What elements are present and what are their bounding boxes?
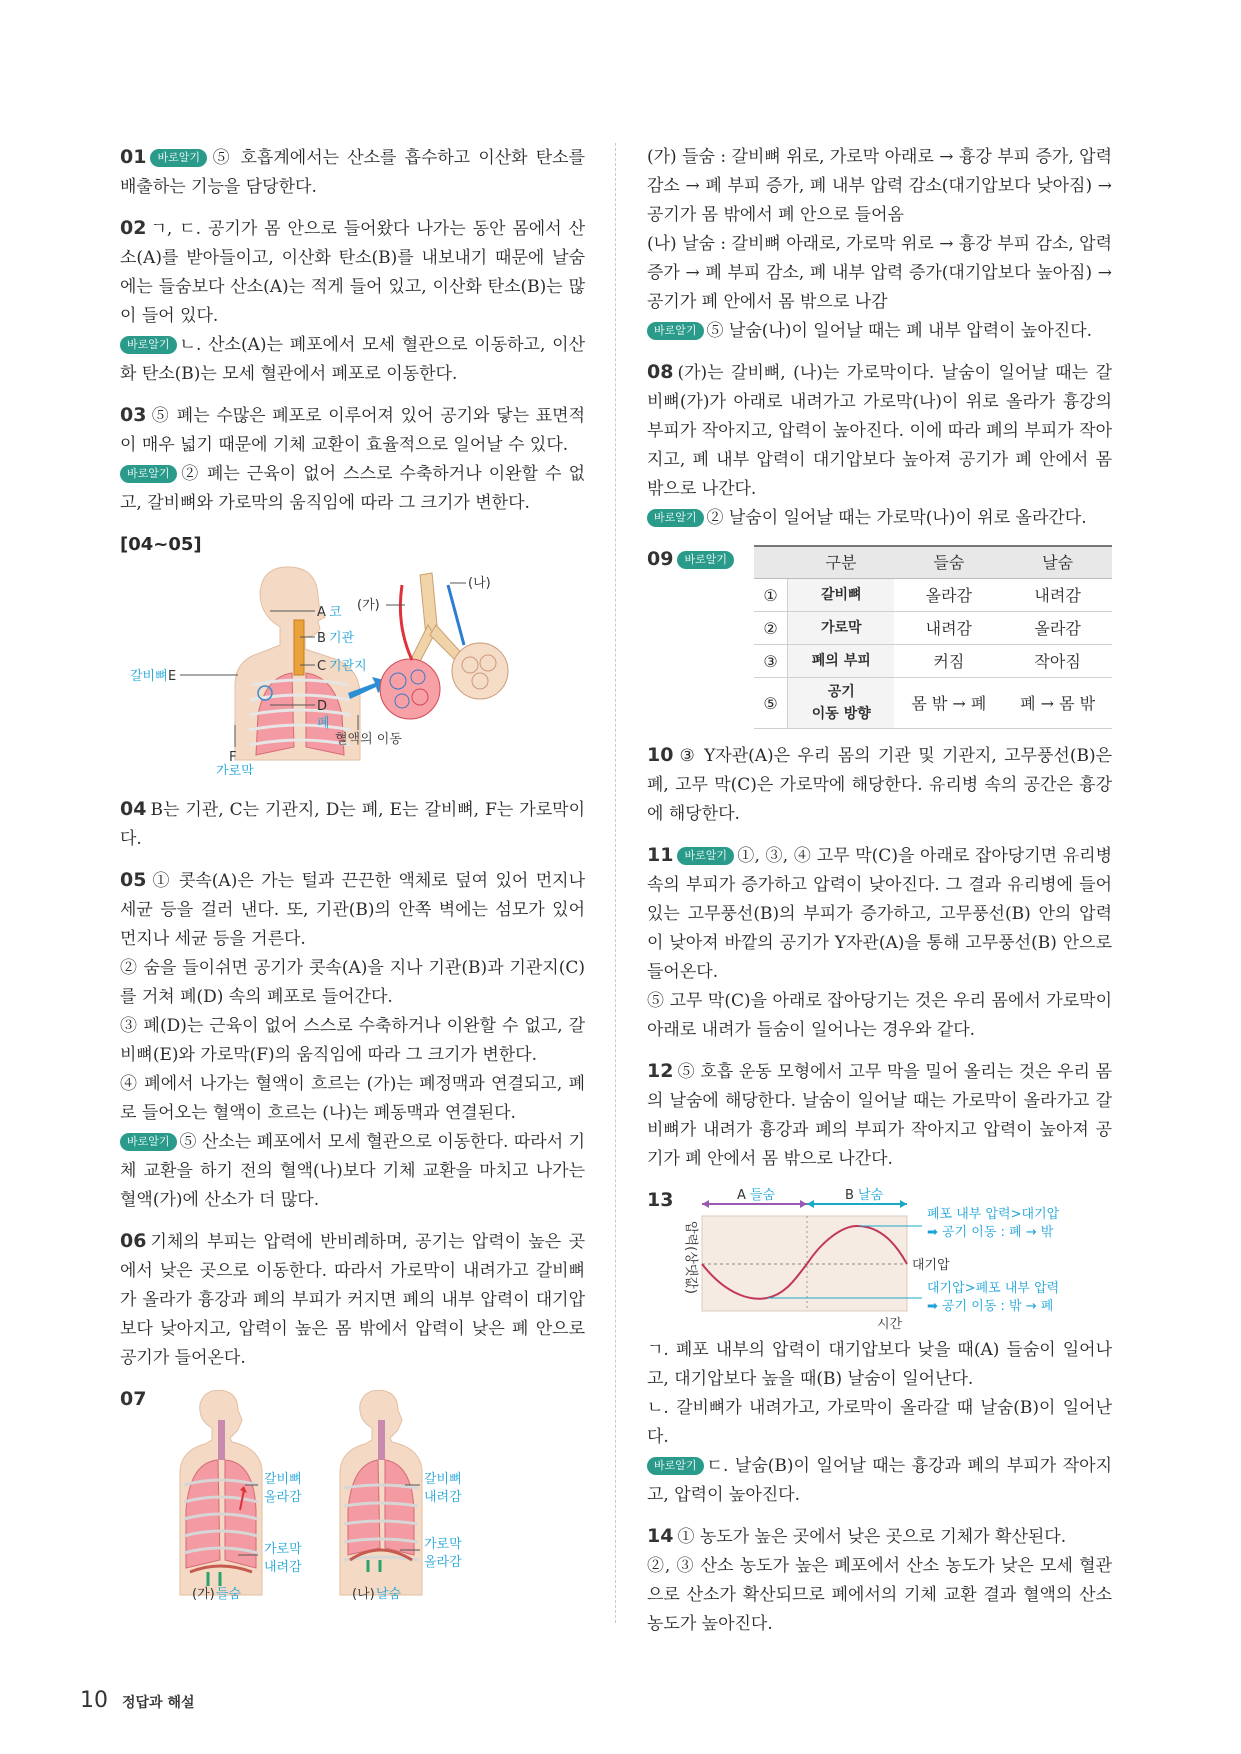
label-blood-flow: 혈액의 이동 bbox=[335, 732, 402, 747]
answer-05: 05 ① 콧속(A)은 가는 털과 끈끈한 액체로 덮여 있어 먼지나 세균 등을 걸러 낸다. 또, 기관(B)의 안쪽 벽에는 섬모가 있어 먼지나 세균 등을 거른다. ② 숨을 들이쉬면 공기가 콧속(A)을 지나 기관(B)과 기관지(C)를 거쳐 폐(D) 속의 폐포로 들어간다. ③ 폐(D)는 근육이 없어 스스로 수축하거나 이완할 수 없고, 갈비뼈(E)와 가로막(F)의 움직임에 따라 그 크기가 변한다. ④ 폐에서 나가는 혈액이 흐르는 (가)는 폐정맥과 연결되고, 폐로 들어오는 혈액이 흐르는 (나)는 폐동맥과 연결된다. 바로알기 ⑤ 산소는 폐포에서 모세 혈관으로 이동한다. 따라서 기체 교환을 하기 전의 혈액(나)보다 기체 교환을 마치고 나가는 혈액(가)에 산소가 더 많다. bbox=[120, 869, 585, 1210]
badge: 바로알기 bbox=[120, 1133, 177, 1151]
badge: 바로알기 bbox=[647, 509, 704, 527]
answer-07: (가) 들숨 : 갈비뼈 위로, 가로막 아래로 → 흉강 부피 증가, 압력 감소 → 폐 부피 증가, 폐 내부 압력 감소(대기압보다 낮아짐) → 공기가 몸 밖에서 폐 안으로 들어옴 (나) 날숨 : 갈비뼈 아래로, 가로막 위로 → 흉강 부피 감소, 압력 증가 → 폐 부피 감소, 폐 내부 압력 증가(대기압보다 높아짐) → 공기가 폐 안에서 몸 밖으로 나감 바로알기 ⑤ 날숨(나)이 일어날 때는 폐 내부 압력이 높아진다. bbox=[647, 147, 1112, 341]
exhale-rib-2: 내려감 bbox=[424, 1490, 462, 1505]
respiratory-figure bbox=[120, 565, 585, 775]
label-c-name: 기관지 bbox=[329, 659, 367, 674]
table-row: ① 갈비뼈 올라감 내려감 bbox=[754, 579, 1112, 612]
footer-title: 정답과 해설 bbox=[122, 1695, 195, 1711]
answer-03: 03 ⑤ 폐는 수많은 폐포로 이루어져 있어 공기와 닿는 표면적이 매우 넓기 때문에 기체 교환이 효율적으로 일어날 수 있다. 바로알기 ② 폐는 근육이 없어 스스로 수축하거나 이완할 수 없고, 갈비뼈와 가로막의 움직임에 따라 그 크기가 변한다. bbox=[120, 404, 585, 513]
answer-04: 04 B는 기관, C는 기관지, D는 폐, E는 갈비뼈, F는 가로막이다. bbox=[120, 798, 585, 849]
exhale-caption-2: 날숨 bbox=[376, 1587, 402, 1602]
exhale-body bbox=[340, 1390, 422, 1595]
label-f: F bbox=[229, 750, 237, 765]
answer-11: 11 바로알기 ①, ③, ④ 고무 막(C)을 아래로 잡아당기면 유리병 속의 부피가 증가하고 압력이 낮아진다. 그 결과 유리병에 들어 있는 고무풍선(B)의 부피가 증가하고, 고무풍선(B) 안의 압력이 낮아져 바깥의 공기가 Y자관(A)을 통해 고무풍선(B) 안으로 들어온다. ⑤ 고무 막(C)을 아래로 잡아당기는 것은 우리 몸에서 가로막이 아래로 내려가 들숨이 일어나는 경우와 같다. bbox=[647, 844, 1112, 1040]
pressure-chart bbox=[647, 1186, 1112, 1336]
page-number: 10 bbox=[80, 1688, 108, 1713]
table-header: 구분 bbox=[788, 546, 895, 579]
phase-a-label: A bbox=[737, 1188, 746, 1203]
inhale-caption-2: 들숨 bbox=[216, 1587, 242, 1602]
label-ga: (가) bbox=[357, 598, 380, 613]
exhale-caption-1: (나) bbox=[352, 1587, 375, 1602]
badge: 바로알기 bbox=[120, 336, 177, 354]
answer-07-figure: 07 갈비뼈 올라감 가로막 내려감 (가) 들숨 갈비뼈 내려감 가로막 올라감 (나) 날숨 bbox=[120, 1385, 585, 1605]
exhale-dia-1: 가로막 bbox=[424, 1537, 462, 1552]
label-b: B bbox=[317, 631, 326, 646]
table-header: 날숨 bbox=[1003, 546, 1112, 579]
label-d-name: 폐 bbox=[317, 716, 330, 731]
answer-02: 02 ㄱ, ㄷ. 공기가 몸 안으로 들어왔다 나가는 동안 몸에서 산소(A)를 받아들이고, 이산화 탄소(B)를 내보내기 때문에 날숨에는 들숨보다 산소(A)는 적게 들어 있고, 이산화 탄소(B)는 많이 들어 있다. 바로알기 ㄴ. 산소(A)는 폐포에서 모세 혈관으로 이동하고, 이산화 탄소(B)는 모세 혈관에서 폐포로 이동한다. bbox=[120, 217, 585, 384]
phase-a-name: 들숨 bbox=[750, 1188, 776, 1203]
ann1-line2: ➡ 공기 이동 : 폐 → 밖 bbox=[927, 1225, 1054, 1240]
section-header-04-05: [04~05] bbox=[120, 534, 202, 555]
breathing-figure bbox=[120, 1390, 585, 1605]
ann2-line1: 대기압>폐포 내부 압력 bbox=[927, 1281, 1060, 1296]
answer-01: 01 바로알기 ⑤ 호흡계에서는 산소를 흡수하고 이산화 탄소를 배출하는 기능을 담당한다. bbox=[120, 146, 585, 197]
right-column bbox=[647, 143, 1112, 1651]
inhale-dia-1: 가로막 bbox=[264, 1542, 302, 1557]
answer-09: 09 바로알기 구분 들숨 날숨 ① 갈비뼈 올라감 내려감 ② 가로막 내려감 올라감 ③ 폐의 부피 커짐 작아짐 ⑤ 공기 이동 방향 몸 밖 → 폐 폐 → 몸 밖 bbox=[647, 545, 1112, 729]
alveoli-detail bbox=[380, 573, 508, 719]
badge: 바로알기 bbox=[647, 1457, 704, 1475]
column-divider bbox=[615, 143, 616, 1623]
table-header: 들숨 bbox=[894, 546, 1003, 579]
answer-06: 06 기체의 부피는 압력에 반비례하며, 공기는 압력이 높은 곳에서 낮은 곳으로 이동한다. 따라서 가로막이 내려가고 갈비뼈가 올라가 흉강과 폐의 부피가 커지면 폐의 내부 압력이 대기압보다 낮아지고, 압력이 높은 몸 밖에서 압력이 낮은 폐 안으로 공기가 들어온다. bbox=[120, 1230, 585, 1368]
inhale-dia-2: 내려감 bbox=[264, 1560, 302, 1575]
ann2-line2: ➡ 공기 이동 : 밖 → 폐 bbox=[927, 1299, 1054, 1314]
page-footer bbox=[80, 1688, 195, 1713]
answer-13-chart: 13 A 들숨 B 날숨 압력(상댓값) 시간 대기압 폐포 내부 압력>대기압 ➡ 공기 이동 : 폐 → 밖 대기압>폐포 내부 압력 ➡ 공기 이동 : 밖 → 폐 bbox=[647, 1186, 1112, 1336]
answer-14: 14 ① 농도가 높은 곳에서 낮은 곳으로 기체가 확산된다. ②, ③ 산소 농도가 높은 폐포에서 산소 농도가 낮은 모세 혈관으로 산소가 확산되므로 폐에서의 기체 교환 결과 혈액의 산소 농도가 높아진다. bbox=[647, 1525, 1112, 1634]
label-a: A bbox=[317, 605, 326, 620]
exhale-rib-1: 갈비뼈 bbox=[424, 1472, 462, 1487]
inhale-body bbox=[180, 1390, 262, 1595]
label-f-name: 가로막 bbox=[216, 764, 254, 775]
answer-08: 08 (가)는 갈비뼈, (나)는 가로막이다. 날숨이 일어날 때는 갈비뼈(가)가 아래로 내려가고 가로막(나)이 위로 올라가 흉강의 부피가 작아지고, 압력이 높아진다. 이에 따라 폐의 부피가 작아지고, 폐 내부 압력이 대기압보다 높아져 공기가 폐 안에서 몸 밖으로 나간다. 바로알기 ② 날숨이 일어날 때는 가로막(나)이 위로 올라간다. bbox=[647, 361, 1112, 528]
trachea bbox=[294, 620, 304, 675]
baseline-label: 대기압 bbox=[912, 1258, 950, 1273]
x-axis-label: 시간 bbox=[877, 1317, 903, 1332]
answer-10: 10 ③ Y자관(A)은 우리 몸의 기관 및 기관지, 고무풍선(B)은 폐, 고무 막(C)은 가로막에 해당한다. 유리병 속의 공간은 흉강에 해당한다. bbox=[647, 744, 1112, 824]
label-na: (나) bbox=[468, 576, 491, 591]
badge: 바로알기 bbox=[150, 149, 207, 167]
badge: 바로알기 bbox=[677, 551, 734, 569]
badge: 바로알기 bbox=[120, 465, 177, 483]
table-row: ② 가로막 내려감 올라감 bbox=[754, 612, 1112, 645]
label-a-name: 코 bbox=[329, 605, 342, 620]
phase-b-label: B bbox=[845, 1188, 854, 1203]
inhale-rib-1: 갈비뼈 bbox=[264, 1472, 302, 1487]
label-e: E bbox=[168, 669, 177, 684]
left-column bbox=[120, 143, 585, 1605]
answer-12: 12 ⑤ 호흡 운동 모형에서 고무 막을 밀어 올리는 것은 우리 몸의 날숨에 해당한다. 날숨이 일어날 때는 가로막이 올라가고 갈비뼈가 내려가 흉강과 폐의 부피가 작아지고 압력이 높아져 공기가 폐 안에서 몸 밖으로 나간다. bbox=[647, 1060, 1112, 1169]
label-d: D bbox=[317, 699, 328, 714]
phase-b-name: 날숨 bbox=[858, 1188, 884, 1203]
label-e-name: 갈비뼈 bbox=[130, 669, 168, 684]
ann1-line1: 폐포 내부 압력>대기압 bbox=[927, 1207, 1060, 1222]
inhale-caption-1: (가) bbox=[192, 1587, 215, 1602]
table-row: ③ 폐의 부피 커짐 작아짐 bbox=[754, 645, 1112, 678]
label-b-name: 기관 bbox=[329, 631, 355, 646]
answer-13: ㄱ. 폐포 내부의 압력이 대기압보다 낮을 때(A) 들숨이 일어나고, 대기압보다 높을 때(B) 날숨이 일어난다. ㄴ. 갈비뼈가 내려가고, 가로막이 올라갈 때 날숨(B)이 일어난다. 바로알기 ㄷ. 날숨(B)이 일어날 때는 흉강과 폐의 부피가 작아지고, 압력이 높아진다. bbox=[647, 1340, 1112, 1505]
badge: 바로알기 bbox=[677, 847, 734, 865]
exhale-dia-2: 올라감 bbox=[424, 1555, 462, 1570]
inhale-rib-2: 올라감 bbox=[264, 1490, 302, 1505]
comparison-table bbox=[754, 545, 1112, 729]
label-c: C bbox=[317, 659, 327, 674]
y-axis-label: 압력(상댓값) bbox=[683, 1221, 698, 1294]
table-row: ⑤ 공기 이동 방향 몸 밖 → 폐 폐 → 몸 밖 bbox=[754, 678, 1112, 729]
badge: 바로알기 bbox=[647, 322, 704, 340]
